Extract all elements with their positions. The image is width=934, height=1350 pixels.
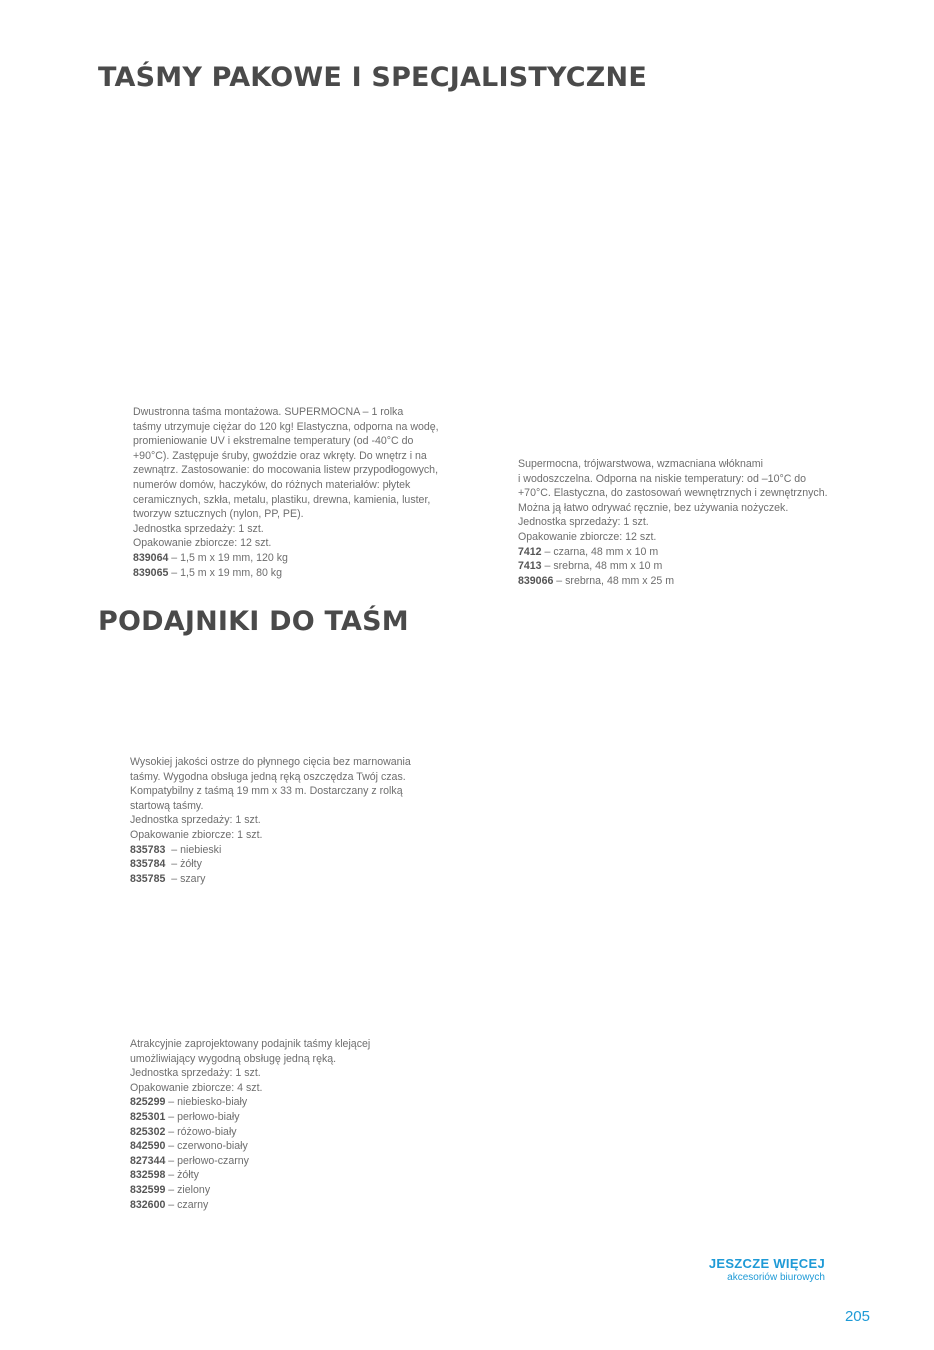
- product-code-row: [130, 1095, 370, 1110]
- description-line: zewnątrz. Zastosowanie: do mocowania listew przypodłogowych,: [133, 464, 439, 477]
- product-variant: – żółty: [165, 858, 202, 871]
- product-code-list: [130, 843, 411, 887]
- description-line: taśmy utrzymuje ciężar do 120 kg! Elastyczna, odporna na wodę,: [133, 420, 439, 433]
- product-code: 832598: [130, 1169, 166, 1182]
- product-variant: – czarna, 48 mm x 10 m: [541, 545, 659, 558]
- product-description: [518, 457, 828, 515]
- product-code-row: [130, 1139, 370, 1154]
- product-description: [133, 405, 439, 522]
- page-number: 205: [844, 1308, 870, 1325]
- section-heading-dispensers: PODAJNIKI DO TAŚM: [98, 606, 409, 637]
- description-line: startową taśmy.: [130, 799, 204, 812]
- description-line: Wysokiej jakości ostrze do płynnego cięcia bez marnowania: [130, 756, 411, 768]
- product-code: 832600: [130, 1198, 166, 1211]
- product-code: 7412: [518, 545, 542, 558]
- product-code-row: [518, 545, 828, 560]
- description-line: tworzyw sztucznych (nylon, PP, PE).: [133, 508, 304, 521]
- product-code: 839064: [133, 551, 169, 564]
- more-title: JESZCZE WIĘCEJ: [708, 1256, 825, 1271]
- product-code-row: [130, 872, 411, 887]
- product-variant: – perłowo-biały: [165, 1110, 240, 1123]
- description-line: umożliwiający wygodną obsługę jedną ręką.: [130, 1052, 337, 1065]
- more-subtitle: akcesoriów biurowych: [727, 1272, 825, 1283]
- product-code: 825302: [130, 1125, 166, 1138]
- product-variant: – różowo-biały: [165, 1125, 237, 1138]
- description-line: Dwustronna taśma montażowa. SUPERMOCNA – 1 rolka: [133, 406, 404, 418]
- product-code-row: [130, 857, 411, 872]
- description-line: taśmy. Wygodna obsługa jedną ręką oszczędza Twój czas.: [130, 770, 406, 783]
- sales-unit: Jednostka sprzedaży: 1 szt.: [133, 522, 264, 535]
- product-variant: – 1,5 m x 19 mm, 120 kg: [168, 551, 288, 564]
- product-code-row: [133, 551, 439, 566]
- product-description: [130, 1037, 370, 1066]
- description-line: Kompatybilny z taśmą 19 mm x 33 m. Dostarczany z rolką: [130, 785, 403, 798]
- product-code-list: [130, 1095, 370, 1212]
- product-code-row: [130, 1183, 370, 1198]
- product-description: [130, 755, 411, 813]
- product-variant: – żółty: [165, 1169, 199, 1182]
- description-line: promieniowanie UV i ekstremalne temperatury (od -40°C do: [133, 435, 414, 448]
- section-heading-tapes: TAŚMY PAKOWE I SPECJALISTYCZNE: [98, 62, 647, 93]
- sales-unit: Jednostka sprzedaży: 1 szt.: [130, 1067, 261, 1080]
- product-code-row: [130, 1110, 370, 1125]
- product-variant: – niebiesko-biały: [165, 1096, 248, 1109]
- product-block: [130, 755, 411, 886]
- product-code-row: [130, 843, 411, 858]
- product-code: 835785: [130, 872, 166, 885]
- product-variant: – zielony: [165, 1183, 211, 1196]
- product-variant: – srebrna, 48 mm x 10 m: [541, 560, 663, 573]
- product-code: 825301: [130, 1110, 166, 1123]
- product-code: 839065: [133, 566, 169, 579]
- product-code-list: [518, 545, 828, 589]
- product-code: 835783: [130, 843, 166, 856]
- product-block: [518, 457, 828, 588]
- product-code-row: [133, 566, 439, 581]
- sales-unit: Jednostka sprzedaży: 1 szt.: [518, 516, 649, 529]
- product-code: 832599: [130, 1183, 166, 1196]
- description-line: Można ją łatwo odrywać ręcznie, bez używania nożyczek.: [518, 501, 789, 514]
- bulk-pack: Opakowanie zbiorcze: 4 szt.: [130, 1081, 263, 1094]
- product-code-row: [518, 574, 828, 589]
- description-line: ceramicznych, szkła, metalu, plastiku, drewna, kamienia, luster,: [133, 493, 431, 506]
- product-variant: – szary: [165, 872, 206, 885]
- product-code-list: [133, 551, 439, 580]
- product-code: 7413: [518, 560, 542, 573]
- product-code: 825299: [130, 1096, 166, 1109]
- product-variant: – czerwono-biały: [165, 1140, 248, 1153]
- product-code: 842590: [130, 1140, 166, 1153]
- product-code: 839066: [518, 574, 554, 587]
- product-code-row: [130, 1168, 370, 1183]
- description-line: Supermocna, trójwarstwowa, wzmacniana włóknami: [518, 458, 763, 470]
- product-variant: – niebieski: [165, 843, 222, 856]
- product-variant: – czarny: [165, 1198, 209, 1211]
- product-block: [133, 405, 439, 580]
- bulk-pack: Opakowanie zbiorcze: 12 szt.: [518, 530, 657, 543]
- sales-unit: Jednostka sprzedaży: 1 szt.: [130, 814, 261, 827]
- product-variant: – perłowo-czarny: [165, 1154, 249, 1167]
- product-variant: – 1,5 m x 19 mm, 80 kg: [168, 566, 282, 579]
- product-code-row: [130, 1125, 370, 1140]
- product-code: 835784: [130, 858, 166, 871]
- bulk-pack: Opakowanie zbiorcze: 1 szt.: [130, 828, 263, 841]
- description-line: +70°C. Elastyczna, do zastosowań wewnętrznych i zewnętrznych.: [518, 487, 828, 500]
- more-accessories-link[interactable]: [709, 1256, 825, 1283]
- product-code-row: [518, 559, 828, 574]
- product-variant: – srebrna, 48 mm x 25 m: [553, 574, 675, 587]
- description-line: Atrakcyjnie zaprojektowany podajnik taśmy klejącej: [130, 1038, 371, 1050]
- bulk-pack: Opakowanie zbiorcze: 12 szt.: [133, 537, 272, 550]
- description-line: +90°C). Zastępuje śruby, gwoździe oraz wkręty. Do wnętrz i na: [133, 449, 427, 462]
- product-block: [130, 1037, 370, 1212]
- product-code-row: [130, 1198, 370, 1213]
- product-code-row: [130, 1154, 370, 1169]
- description-line: numerów domów, haczyków, do różnych materiałów: płytek: [133, 478, 411, 491]
- description-line: i wodoszczelna. Odporna na niskie temperatury: od –10°C do: [518, 472, 807, 485]
- product-code: 827344: [130, 1154, 166, 1167]
